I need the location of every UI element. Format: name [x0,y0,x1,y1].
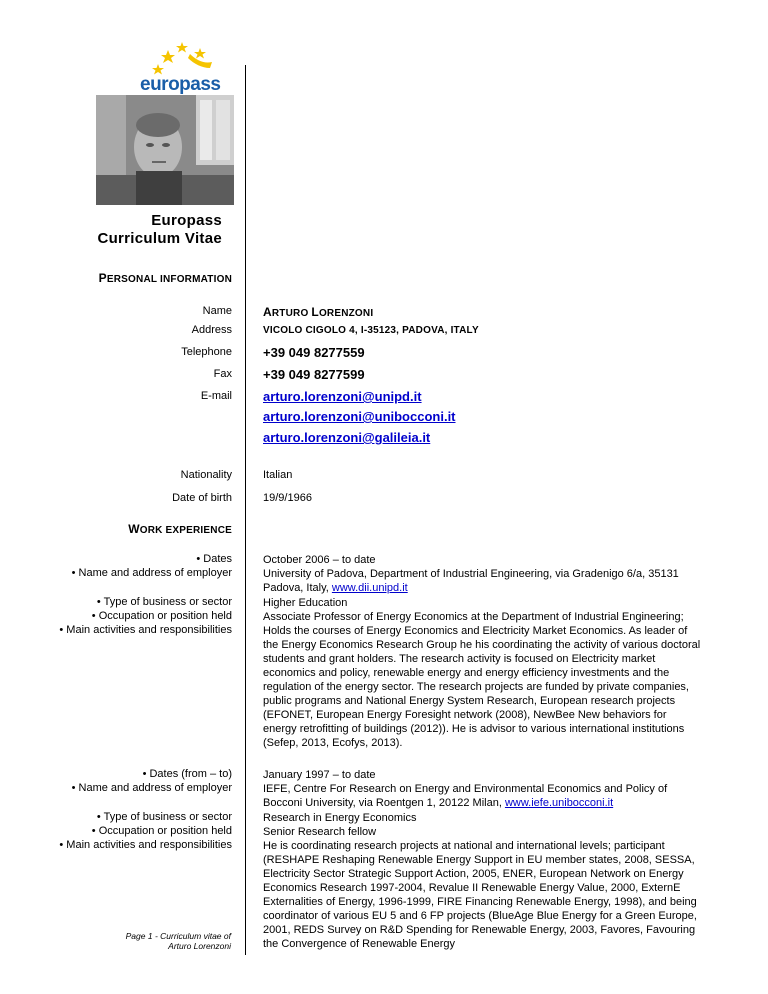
entry1-occupation: Associate Professor of Energy Economics at the Department of Industrial Engineering; [263,611,684,623]
address-value: VICOLO CIGOLO 4, I-35123, PADOVA, ITALY [263,325,479,336]
email-link-galileia[interactable]: arturo.lorenzoni@galileia.it [263,430,431,445]
entry2-activities-label: • Main activities and responsibilities [59,839,232,851]
entry1-occupation-label: • Occupation or position held [91,610,232,622]
date-of-birth-label: Date of birth [172,492,232,504]
nationality-value: Italian [263,469,293,481]
entry2-type: Research in Energy Economics [263,812,417,824]
entry1-activities-label: • Main activities and responsibilities [59,624,232,636]
personal-information-heading: PERSONAL INFORMATION [98,271,232,285]
entry2-activities: He is coordinating research projects at national and international levels; participant (RESHAPE Reshaping Renewable Energy Support in EU member states, 2008, SESSA, Electricity Sector Strategic Support Action, 2005, ENER, European Network on Energy Economics Research 1997-2004, Revalue II Renewable Energy Value, 2000, ExternE Externalities of Energy, 1996-1999, FIRE Financing Renewable Energy, 1998), and being coordinator of various EU 5 and 6 FP projects (BlueAge Blue Energy for a Green Europe, 2001, REDS Survey on R&D Spending for Renewable Energy, 2003, Favores, Favouring the Convergence of Renewable Energy [263,840,697,950]
email-label: E-mail [200,390,232,402]
telephone-value: +39 049 8277559 [263,345,365,360]
column-divider [245,65,246,955]
entry1-activities: Holds the courses of Energy Economics and Electricity Market Economics. As leader of the Energy Economics Research Group he his coordinating the activity of various doctoral students and grant holders. The research activity is focused on Electricity market economics and policy, renewable energy and energy efficiency investments and the regulation of the energy sector. The research projects are funded by private companies, public programs and National Energy System Research, European research projects (EFONET, European Energy Foresight network (2008), NewBee New behaviors for energy retrofitting of buildings (2012)). He is advisor to various international institutions (Sefep, 2013, Ecofys, 2013). [263,625,701,749]
entry2-employer-link[interactable]: www.iefe.unibocconi.it [504,797,614,809]
portrait-icon [96,95,234,205]
telephone-label: Telephone [181,346,232,358]
entry2-employer-label: • Name and address of employer [71,782,232,794]
entry1-type: Higher Education [263,597,348,609]
work-experience-heading: WORK EXPERIENCE [128,522,232,536]
footer-line1: Page 1 - Curriculum vitae of [125,931,231,941]
cv-title [97,212,222,248]
europass-logo [138,40,230,98]
europass-logo-text: europass [140,74,221,95]
entry1-employer: University of Padova, Department of Industrial Engineering, via Gradenigo 6/a, 35131 Padova, Italy, www.dii.unipd.it [263,568,679,594]
email-link-unibocconi[interactable]: arturo.lorenzoni@unibocconi.it [263,409,456,424]
entry2-occupation: Senior Research fellow [263,826,377,838]
entry1-type-label: • Type of business or sector [96,596,232,608]
entry2-dates: January 1997 – to date [263,769,376,781]
entry1-dates-label: • Dates [196,553,232,565]
entry2-employer: IEFE, Centre For Research on Energy and Environmental Economics and Policy of Bocconi University, via Roentgen 1, 20122 Milan, www.iefe.unibocconi.it [263,783,668,809]
footer-line2: Arturo Lorenzoni [168,941,231,951]
name-label: Name [202,305,232,317]
date-of-birth-value: 19/9/1966 [263,492,312,504]
entry1-employer-link[interactable]: www.dii.unipd.it [331,582,408,594]
address-label: Address [191,324,232,336]
nationality-label: Nationality [180,469,232,481]
cv-title-line2: Curriculum Vitae [97,230,222,247]
entry1-employer-label: • Name and address of employer [71,567,232,579]
fax-value: +39 049 8277599 [263,367,365,382]
portrait-photo [96,95,234,205]
email-link-unipd[interactable]: arturo.lorenzoni@unipd.it [263,389,422,404]
entry2-dates-label: • Dates (from – to) [142,768,232,780]
entry1-dates: October 2006 – to date [263,554,376,566]
cv-title-line1: Europass [151,212,222,229]
fax-label: Fax [213,368,232,380]
entry2-type-label: • Type of business or sector [96,811,232,823]
name-value: ARTURO LORENZONI [263,305,374,319]
page-footer [126,931,231,951]
entry2-occupation-label: • Occupation or position held [91,825,232,837]
